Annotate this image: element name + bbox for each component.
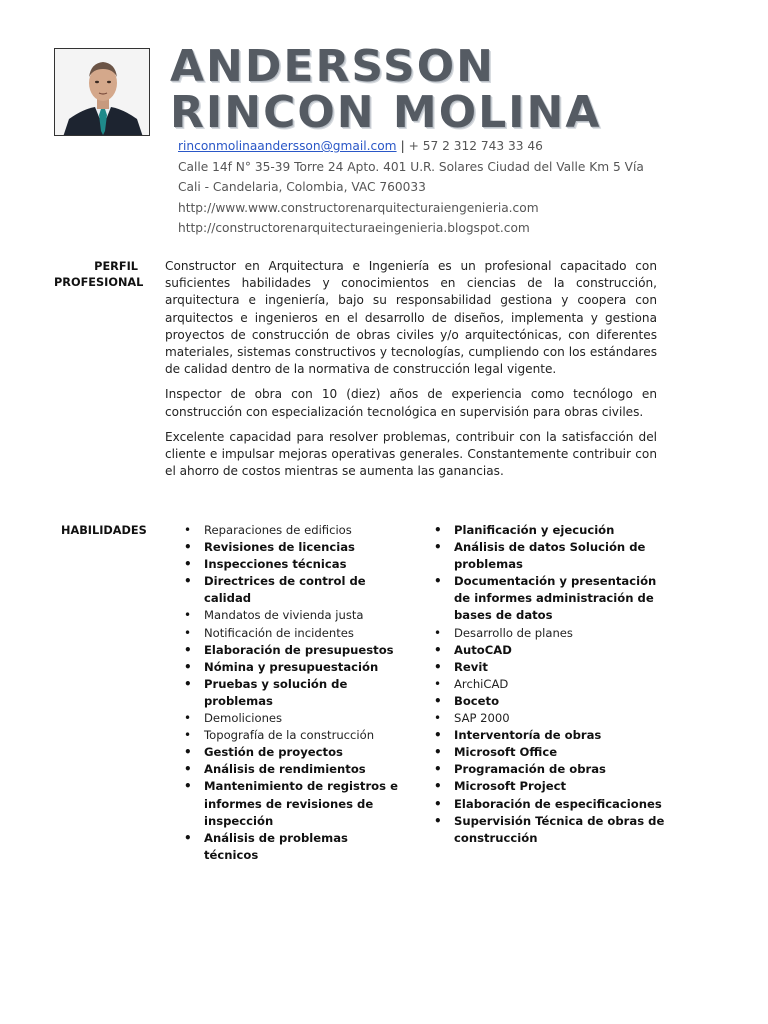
- section-label-habilidades: HABILIDADES: [61, 524, 147, 537]
- skill-item: • Elaboración de presupuestos: [182, 642, 400, 659]
- skill-item: • SAP 2000: [432, 710, 668, 727]
- skill-item: • Análisis de datos Solución de problemas: [432, 539, 668, 573]
- skill-item: • Reparaciones de edificios: [182, 522, 400, 539]
- address-line-2: Cali - Candelaria, Colombia, VAC 760033: [178, 180, 426, 194]
- skill-item: • Topografía de la construcción: [182, 727, 400, 744]
- skill-item: • Elaboración de especificaciones: [432, 796, 668, 813]
- person-portrait-icon: [55, 49, 150, 136]
- perfil-paragraph: Constructor en Arquitectura e Ingeniería es un profesional capacitado con suficientes habilidades y conocimientos en ciencias de la construcción, arquitectura e ingeniería, bajo su responsabilidad gestiona y coopera con arquitectos e ingenieros en el desarrollo de diseños, implementa y gestiona proyectos de construcción de obras civiles y/o arquitectónicas, con diferentes materiales, sistemas constructivos y tecnologías, cumpliendo con los estándares de calidad dentro de la normativa de construcción legal vigente.: [165, 259, 657, 377]
- skill-item: • Análisis de problemas técnicos: [182, 830, 400, 864]
- skill-item: • Interventoría de obras: [432, 727, 668, 744]
- phone-number: + 57 2 312 743 33 46: [408, 139, 543, 153]
- skill-item: • Mandatos de vivienda justa: [182, 607, 400, 624]
- contact-line-email-phone: [178, 138, 698, 159]
- perfil-label-line-1: PERFIL: [94, 260, 138, 273]
- contact-separator: |: [400, 139, 405, 153]
- website-link-1[interactable]: http://www.www.constructorenarquitecturaiengenieria.com: [178, 200, 539, 215]
- perfil-label-line-2: PROFESIONAL: [54, 276, 144, 289]
- skill-item: • Demoliciones: [182, 710, 400, 727]
- perfil-paragraph: Inspector de obra con 10 (diez) años de experiencia como tecnólogo en construcción con especialización tecnológica en supervisión para obras civiles.: [165, 387, 657, 419]
- website-link-2[interactable]: http://constructorenarquitecturaeingenieria.blogspot.com: [178, 221, 530, 235]
- skill-item: • AutoCAD: [432, 642, 668, 659]
- profile-photo: [54, 48, 150, 136]
- skill-item: • Microsoft Office: [432, 744, 668, 761]
- skill-item: • Microsoft Project: [432, 778, 668, 795]
- skill-item: • Directrices de control de calidad: [182, 573, 400, 607]
- email-link[interactable]: rinconmolinaandersson@gmail.com: [178, 139, 397, 153]
- skill-item: • Nómina y presupuestación: [182, 659, 400, 676]
- address-line-1: Calle 14f N° 35-39 Torre 24 Apto. 401 U.R. Solares Ciudad del Valle Km 5 Vía: [178, 159, 644, 174]
- skill-item: • Documentación y presentación de informes administración de bases de datos: [432, 573, 668, 624]
- skill-item: • Análisis de rendimientos: [182, 761, 400, 778]
- perfil-text: [165, 258, 657, 488]
- perfil-paragraph: Excelente capacidad para resolver problemas, contribuir con la satisfacción del cliente e impulsar mejoras operativas generales. Constantemente contribuir con el ahorro de costos mientras se aumenta las ganancias.: [165, 429, 657, 479]
- skill-item: • Supervisión Técnica de obras de construcción: [432, 813, 668, 847]
- skill-item: • Boceto: [432, 693, 668, 710]
- skill-item: • ArchiCAD: [432, 676, 668, 693]
- skill-item: • Pruebas y solución de problemas: [182, 676, 400, 710]
- skill-item: • Gestión de proyectos: [182, 744, 400, 761]
- skill-item: • Revisiones de licencias: [182, 539, 400, 556]
- skill-item: • Notificación de incidentes: [182, 625, 400, 642]
- skill-item: • Planificación y ejecución: [432, 522, 668, 539]
- contact-block: [178, 138, 698, 241]
- skill-item: • Desarrollo de planes: [432, 625, 668, 642]
- name-line-2: RINCON MOLINA: [170, 87, 602, 138]
- candidate-name: [170, 41, 670, 138]
- name-line-1: ANDERSSON: [170, 41, 495, 92]
- skill-item: • Programación de obras: [432, 761, 668, 778]
- section-label-perfil: [54, 259, 144, 291]
- skill-item: • Inspecciones técnicas: [182, 556, 400, 573]
- skills-list-right: [432, 522, 668, 847]
- skill-item: • Revit: [432, 659, 668, 676]
- skill-item: • Mantenimiento de registros e informes de revisiones de inspección: [182, 778, 400, 829]
- skills-list-left: [182, 522, 400, 864]
